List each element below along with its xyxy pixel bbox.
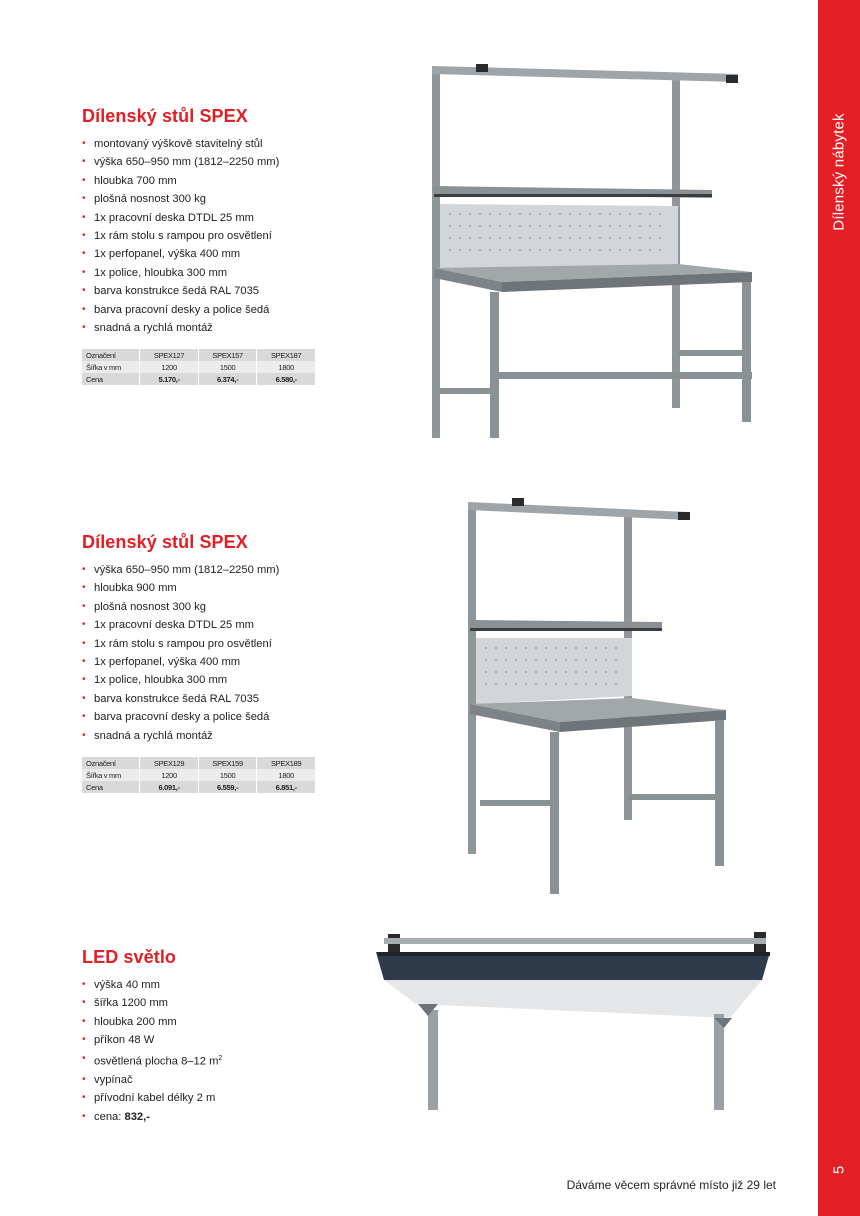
section-title-text: Dílenský nábytek [830, 113, 848, 231]
feature-item: • barva pracovní desky a police šedá [82, 301, 412, 319]
feature-list [82, 561, 412, 745]
price-value: 832,- [124, 1110, 150, 1123]
feature-item: • přívodní kabel délky 2 m [82, 1089, 412, 1107]
table-row [82, 349, 316, 361]
footer-slogan: Dáváme věcem správné místo již 29 let [566, 1178, 776, 1192]
product-led-light [82, 947, 412, 1126]
feature-item: • 1x perfopanel, výška 400 mm [82, 653, 412, 671]
feature-item: • plošná nosnost 300 kg [82, 190, 412, 208]
led-light-image [370, 920, 780, 1110]
table-cell: 6.374,- [198, 373, 257, 385]
feature-item: • hloubka 200 mm [82, 1013, 412, 1031]
price-table [82, 349, 316, 385]
table-cell: 1500 [198, 361, 257, 373]
table-row [82, 757, 316, 769]
feature-item: • 1x police, hloubka 300 mm [82, 264, 412, 282]
workbench-700-image [420, 58, 760, 438]
section-title [818, 0, 860, 260]
product-spex-700 [82, 106, 412, 385]
feature-item [82, 1050, 412, 1071]
feature-list [82, 135, 412, 337]
page-number [818, 1158, 860, 1182]
product-title: LED světlo [82, 947, 177, 967]
table-row [82, 373, 316, 385]
feature-item: • výška 650–950 mm (1812–2250 mm) [82, 153, 412, 171]
superscript: 2 [218, 1054, 223, 1062]
feature-item: • snadná a rychlá montáž [82, 319, 412, 337]
row-label: Označení [82, 349, 140, 361]
feature-item: • výška 650–950 mm (1812–2250 mm) [82, 561, 412, 579]
feature-item [82, 1108, 412, 1126]
table-cell: 6.580,- [257, 373, 316, 385]
feature-item: • barva pracovní desky a police šedá [82, 708, 412, 726]
table-cell: 1800 [257, 361, 316, 373]
feature-item: • 1x pracovní deska DTDL 25 mm [82, 616, 412, 634]
product-spex-900 [82, 532, 412, 793]
table-cell: SPEX127 [140, 349, 199, 361]
table-cell: 1800 [257, 769, 316, 781]
feature-item: • 1x rám stolu s rampou pro osvětlení [82, 227, 412, 245]
table-cell: 6.091,- [140, 781, 199, 793]
table-cell: SPEX157 [198, 349, 257, 361]
table-cell: 1500 [198, 769, 257, 781]
feature-item: • hloubka 700 mm [82, 172, 412, 190]
row-label: Označení [82, 757, 140, 769]
table-cell: 1200 [140, 769, 199, 781]
page-number-text: 5 [830, 1165, 848, 1175]
feature-item: • plošná nosnost 300 kg [82, 598, 412, 616]
workbench-900-image [456, 494, 736, 894]
feature-item: • barva konstrukce šedá RAL 7035 [82, 690, 412, 708]
table-cell: SPEX129 [140, 757, 199, 769]
feature-item: • hloubka 900 mm [82, 579, 412, 597]
table-cell: 6.851,- [257, 781, 316, 793]
price-table [82, 757, 316, 793]
feature-item: • 1x perfopanel, výška 400 mm [82, 245, 412, 263]
feature-item: • snadná a rychlá montáž [82, 727, 412, 745]
feature-text: osvětlená plocha 8–12 m [94, 1055, 219, 1068]
feature-list [82, 976, 412, 1126]
row-label: Cena [82, 373, 140, 385]
feature-item: • výška 40 mm [82, 976, 412, 994]
table-cell: 1200 [140, 361, 199, 373]
feature-item: • šířka 1200 mm [82, 994, 412, 1012]
table-cell: 6.559,- [198, 781, 257, 793]
table-row [82, 781, 316, 793]
feature-item: • 1x pracovní deska DTDL 25 mm [82, 209, 412, 227]
row-label: Šířka v mm [82, 769, 140, 781]
row-label: Šířka v mm [82, 361, 140, 373]
row-label: Cena [82, 781, 140, 793]
feature-text: cena: [94, 1110, 125, 1123]
table-row [82, 361, 316, 373]
feature-item: • 1x police, hloubka 300 mm [82, 671, 412, 689]
feature-item: • barva konstrukce šedá RAL 7035 [82, 282, 412, 300]
feature-item: • vypínač [82, 1071, 412, 1089]
feature-item: • montovaný výškově stavitelný stůl [82, 135, 412, 153]
table-cell: SPEX159 [198, 757, 257, 769]
feature-item: • 1x rám stolu s rampou pro osvětlení [82, 635, 412, 653]
product-title: Dílenský stůl SPEX [82, 532, 248, 552]
table-row [82, 769, 316, 781]
feature-item: • příkon 48 W [82, 1031, 412, 1049]
product-title: Dílenský stůl SPEX [82, 106, 248, 126]
table-cell: SPEX189 [257, 757, 316, 769]
table-cell: 5.170,- [140, 373, 199, 385]
table-cell: SPEX187 [257, 349, 316, 361]
